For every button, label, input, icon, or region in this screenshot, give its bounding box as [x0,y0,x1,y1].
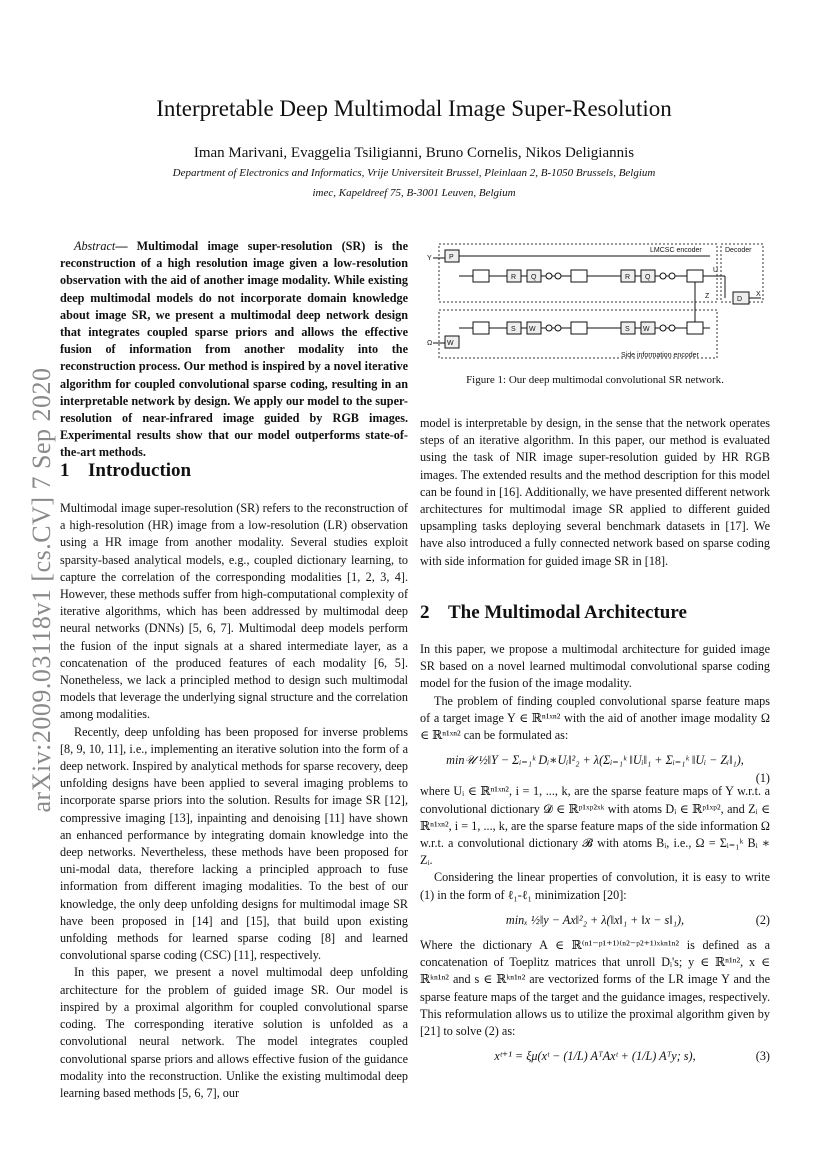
right-paragraph-3: The problem of finding coupled convolutional sparse feature maps of a target image Y ∈ ℝⁿ¹ˣⁿ² with the aid of another image modality Ω ∈ ℝⁿ¹ˣⁿ² can be formulated as: [420,693,770,743]
right-paragraph-6: Where the dictionary A ∈ ℝ⁽ⁿ¹⁻ᵖ¹⁺¹⁾⁽ⁿ²⁻ᵖ²⁺¹⁾ˣᵏⁿ¹ⁿ² is defined as a concatenation of Toeplitz matrices that unroll Dᵢ's; y ∈ ℝⁿ¹ⁿ², x ∈ ℝᵏⁿ¹ⁿ² and s ∈ ℝᵏⁿ¹ⁿ² are vectorized forms of the LR image Y and the sparse feature maps of the target and the guidance images, respectively. This reformulation allows us to utilize the proximal algorithm given by [21] to solve (2) as: [420,938,770,1039]
arxiv-stamp-text: arXiv:2009.03118v1 [cs.CV] 7 Sep 2020 [27,367,56,813]
block-q-1-label: Q [531,274,537,281]
left-column [60,238,408,462]
equation-1-body: min𝒰 ½‖Y − Σᵢ₌₁ᵏ Dᵢ∗Uᵢ‖²₂ + λ(Σᵢ₌₁ᵏ ‖Uᵢ‖₁ + Σᵢ₌₁ᵏ ‖Uᵢ − Zᵢ‖₁), [446,753,744,768]
side-prox-3 [687,322,703,334]
equation-1 [420,752,770,786]
authors: Iman Marivani, Evaggelia Tsiligianni, Bruno Cornelis, Nikos Deligiannis [193,145,635,161]
block-w-side-label: W [447,340,454,347]
equation-2-body: minₓ ½‖y − Ax‖²₂ + λ(‖x‖₁ + ‖x − s‖₁), [505,912,685,927]
paper-title: Interpretable Deep Multimodal Image Super-Resolution [156,96,672,121]
block-dx-label: D [737,296,743,303]
block-s-2-label: S [625,326,630,333]
equation-3 [420,1048,770,1065]
abstract-lead: Abstract [74,239,116,253]
right-paragraph-4: where Uᵢ ∈ ℝⁿ¹ˣⁿ², i = 1, ..., k, are the sparse feature maps of Y w.r.t. a convolutional dictionary 𝓓 ∈ ℝᵖ¹ˣᵖ²ˣᵏ with atoms Dᵢ ∈ ℝᵖ¹ˣᵖ², and Zᵢ ∈ ℝⁿ¹ˣⁿ², i = 1, ..., k, are the sparse feature maps of the side information Ω w.r.t. a convolutional dictionary 𝓑 with atoms Bᵢ, i.e., Ω = Σᵢ₌₁ᵏ Bᵢ ∗ Zᵢ. [420,784,770,868]
section-2-heading [420,604,770,621]
prox-1 [473,270,489,282]
equation-3-number: (3) [755,1049,770,1064]
z-label: Z [705,293,710,300]
right-paragraph-1: model is interpretable by design, in the sense that the network operates steps of an iterative algorithm. In this paper, our method is evaluated using the task of NIR image super-resolution guided by HR RGB images. The extended results and the method description for this model can be found in [16]. Additionally, we have presented different network architectures for multimodal image SR applied to different guided upsampling tasks deploying several benchmark datasets in [17]. We have also introduced a fully connected network based on sparse coding with side information for guided image SR in [18]. [420,416,770,568]
section-1-title: Introduction [88,460,192,481]
decoder-label: Decoder [725,247,752,254]
section-2-number: 2 [420,602,430,623]
section-1-heading [60,462,408,479]
output-x-label: X [756,291,761,298]
figure-1-diagram [425,236,765,362]
side-label: Side information encoder [621,352,699,359]
right-paragraph-2: In this paper, we propose a multimodal architecture for guided image SR based on a novel learned multimodal convolutional sparse coding model for the fusion of the image modality. [420,642,770,691]
equation-1-number: (1) [755,771,770,786]
affiliation-2: imec, Kapeldreef 75, B-3001 Leuven, Belgium [312,187,516,199]
block-s-1-label: S [511,326,516,333]
block-r-2-label: R [625,274,631,281]
block-p-label: P [449,254,454,261]
section-2-heading-wrap [420,604,770,621]
intro-body [60,500,408,1102]
intro-paragraph-1: Multimodal image super-resolution (SR) refers to the reconstruction of a high-resolution (HR) image from a low-resolution (LR) observation using a HR image from another modality. Several studies exploit sparsity-based analytical models, e.g., coupled dictionary learning, to capture the correlation of the corresponding modalities [1, 2, 3, 4]. However, these methods suffer from high-computational complexity of iterative algorithms, which has been addressed by multimodal deep neural networks (DNNs) [5, 6, 7]. Multimodal deep models perform the fusion of the input signals at a shared intermediate layer, as a concatenation of the produced features of each modality [6, 5]. Nonetheless, we lack a principled method to design such multimodal models that leverage the underlying signal structure and the correlation among modalities. [60,501,408,722]
equation-2-number: (2) [755,912,770,927]
block-w-1-label: W [529,326,536,333]
section-2-body [420,641,770,1073]
u-label: U [713,267,719,274]
prox-3 [687,270,703,282]
block-r-1-label: R [511,274,517,281]
input-omega-label: Ω [427,340,433,347]
equation-3-body: xᵗ⁺¹ = ξμ(xᵗ − (1/L) AᵀAxᵗ + (1/L) Aᵀy; s), [494,1049,696,1064]
figure-1-caption: Figure 1: Our deep multimodal convolutional SR network. [466,374,724,386]
intro-paragraph-2: Recently, deep unfolding has been proposed for inverse problems [8, 9, 10, 11], i.e., implementing an iterative solution into the form of a deep network. Inspired by analytical methods for sparse recovery, deep unfolding designs have been applied to several imaging problems to incorporate sparse priors into the solution. Results for image SR [12], compressive imaging [13], inpainting and denoising [11] have shown an enhanced performance by integrating domain knowledge into the deep networks. Nevertheless, these methods have been proposed for uni-modal data, therefore lacking a principled approach to fuse information from different imaging modalities. To the best of our knowledge, the only deep unfolding designs for multimodal image SR have been proposed in [14] and [15], that build upon existing unfolding methods for learned sparse coding [8] and learned convolutional sparse coding (CSC) [11], respectively. [60,724,408,963]
right-paragraph-5: Considering the linear properties of convolution, it is easy to write (1) in the form of ℓ₁-ℓ₁ minimization [20]: [420,870,770,902]
section-2-title: The Multimodal Architecture [448,602,687,623]
block-q-2-label: Q [645,274,651,281]
affiliation-1: Department of Electronics and Informatics, Vrije Universiteit Brussel, Pleinlaan 2, B-1050 Brussels, Belgium [172,167,656,179]
right-column-top [420,415,770,570]
intro-paragraph-3: In this paper, we present a novel multimodal deep unfolding architecture for the problem of guided image SR. Our model is inspired by a proximal algorithm for coupled convolutional sparse coding. The corresponding iterative solution is unfolded as a convolutional neural network. The model integrates coupled convolutional sparse priors and allows effective fusion of the guidance modality into the reconstruction. Unlike the existing multimodal deep learning based methods [5, 6, 7], our [60,965,408,1100]
lmcsc-label: LMCSC encoder [650,247,702,254]
input-y-label: Y [427,255,432,262]
section-1-heading-wrap [60,462,408,479]
abstract [60,238,408,462]
abstract-text: — Multimodal image super-resolution (SR) is the reconstruction of a high resolution image given a low-resolution observation with the aid of another image modality. While existing deep multimodal models do not incorporate domain knowledge about image SR, we present a multimodal deep network design that integrates coupled sparse priors and allows the effective fusion of information from another modality into the reconstruction process. Our method is inspired by a novel iterative algorithm for coupled convolutional sparse coding, resulting in an interpretable network by design. We apply our model to the super-resolution of near-infrared image guided by RGB images. Experimental results show that our model outperforms state-of-the-art methods. [60,239,408,460]
side-prox-1 [473,322,489,334]
equation-2 [420,912,770,929]
side-prox-2 [571,322,587,334]
block-w-2-label: W [643,326,650,333]
prox-2 [571,270,587,282]
section-1-number: 1 [60,460,70,481]
